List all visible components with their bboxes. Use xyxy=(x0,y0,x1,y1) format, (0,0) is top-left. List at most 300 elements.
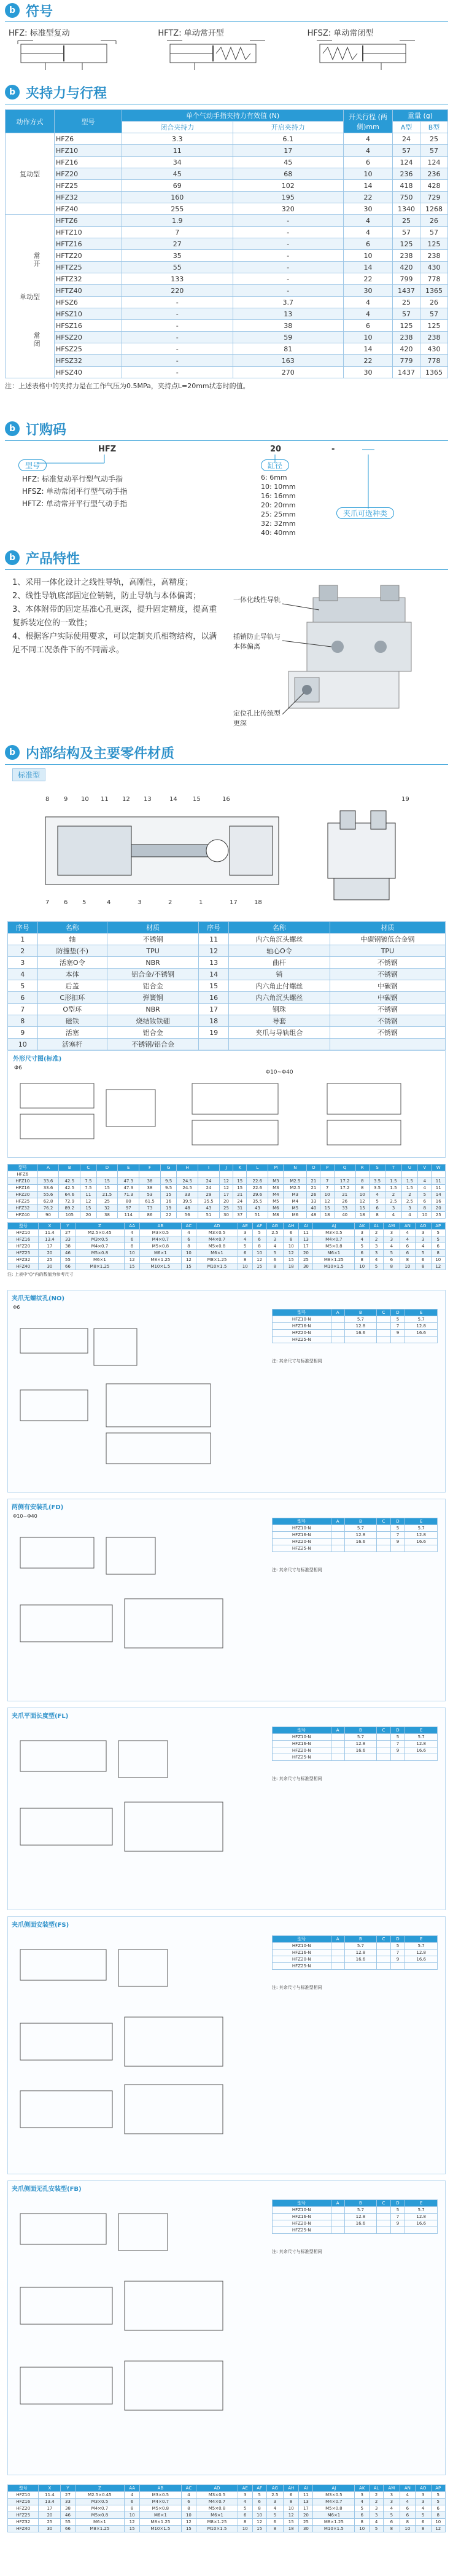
dim-th: A xyxy=(37,1165,59,1171)
small-cell: HFZ20-N xyxy=(273,2220,331,2227)
dim-cell: M10×1.5 xyxy=(140,2526,182,2532)
force-row xyxy=(6,192,448,203)
svg-text:15: 15 xyxy=(193,796,201,803)
force-cell: 195 xyxy=(233,192,344,203)
dim-cell: 4 xyxy=(181,2492,196,2499)
small-cell: 5.7 xyxy=(405,1316,438,1323)
dim-cell xyxy=(284,1171,307,1178)
force-cell: 3.7 xyxy=(233,297,344,308)
dim-cell: M8 xyxy=(268,1212,284,1219)
dim-cell: 5 xyxy=(415,2512,431,2519)
force-cell: - xyxy=(122,297,233,308)
dim-th: L xyxy=(247,1165,268,1171)
small-cell xyxy=(377,1754,390,1761)
material-cell xyxy=(228,1039,330,1050)
dim-cell: 15 xyxy=(96,1185,118,1192)
small-row xyxy=(273,1956,438,1963)
small-cell xyxy=(331,2227,344,2234)
force-cell: 1365 xyxy=(420,285,448,297)
option-fs-panel xyxy=(7,1916,446,2174)
small-th: B xyxy=(344,1936,377,1943)
dim-cell: M4 xyxy=(284,1198,307,1205)
dim-cell: 26 xyxy=(307,1192,320,1198)
force-row xyxy=(6,285,448,297)
small-cell: 7 xyxy=(390,1950,405,1956)
dim-cell xyxy=(432,1171,446,1178)
small-row xyxy=(273,1950,438,1956)
dim-cell xyxy=(219,1171,233,1178)
dim-cell: 4 xyxy=(370,1257,384,1263)
force-cell: 10 xyxy=(344,250,393,262)
force-row xyxy=(6,227,448,238)
dim-th: AG xyxy=(266,2485,283,2492)
force-cell: 57 xyxy=(420,227,448,238)
dim-th: W xyxy=(432,1165,446,1171)
small-cell xyxy=(331,1754,344,1761)
dim-cell: 62.8 xyxy=(37,1198,59,1205)
dim-cell: M6×1 xyxy=(313,1250,355,1257)
force-cell: 125 xyxy=(420,320,448,332)
dim-cell: 30 xyxy=(39,1263,61,1270)
small-cell: HFZ25-N xyxy=(273,1963,331,1970)
force-cell: 6 xyxy=(344,238,393,250)
small-cell xyxy=(377,1950,390,1956)
dim-cell: 76.2 xyxy=(37,1205,59,1212)
small-cell: HFZ16-N xyxy=(273,1323,331,1330)
dim-row xyxy=(8,2519,446,2526)
dim-th: AD xyxy=(196,1223,238,1230)
small-cell: 16.6 xyxy=(344,2220,377,2227)
dim-cell: 3 xyxy=(401,1205,417,1212)
dim-cell: HFZ20 xyxy=(8,2505,39,2512)
order-model-item: HFZ: 标准复动平行型气动手指 xyxy=(22,475,123,483)
force-cell: 57 xyxy=(393,308,420,320)
force-cell: HFZ25 xyxy=(55,180,122,192)
force-cell: 236 xyxy=(393,168,420,180)
dim-cell: 4 xyxy=(400,2492,415,2499)
dim-cell: 20 xyxy=(39,2512,61,2519)
small-cell: 16.6 xyxy=(344,1747,377,1754)
dim-cell: 64.6 xyxy=(59,1192,80,1198)
dim-cell: 3 xyxy=(370,1250,384,1257)
dim-cell: M4×0.7 xyxy=(75,2505,125,2512)
force-cell: 45 xyxy=(233,157,344,168)
dim-cell: M4×0.7 xyxy=(196,2499,238,2505)
force-cell: 25 xyxy=(393,297,420,308)
material-cell: 17 xyxy=(199,1004,229,1015)
small-cell xyxy=(377,2214,390,2220)
dim-cell: 33 xyxy=(177,1192,198,1198)
dim-cell: M8×1.25 xyxy=(140,2519,182,2526)
dim-cell: M2.5×0.45 xyxy=(75,1230,125,1236)
dim-th: F xyxy=(139,1165,161,1171)
material-cell: 9 xyxy=(8,1027,38,1039)
force-cell: 1268 xyxy=(420,203,448,215)
force-cell: 1340 xyxy=(393,203,420,215)
dim-row xyxy=(8,1198,446,1205)
dim-cell: 24.5 xyxy=(177,1185,198,1192)
force-cell: 3.3 xyxy=(122,133,233,145)
force-cell: 22 xyxy=(344,273,393,285)
dim-th: N xyxy=(284,1165,307,1171)
dim-th: AB xyxy=(140,2485,182,2492)
dim-cell: 6 xyxy=(238,1250,252,1257)
dim-cell: 46 xyxy=(61,1250,75,1257)
dim-cell: 6 xyxy=(400,1250,415,1257)
dim-cell: 32 xyxy=(96,1205,118,1212)
force-cell: HFTZ40 xyxy=(55,285,122,297)
option-fb-table xyxy=(272,2199,438,2234)
small-cell: HFZ20-N xyxy=(273,1747,331,1754)
dim-cell: 14 xyxy=(432,1192,446,1198)
dim-cell: 31 xyxy=(233,1205,247,1212)
dim-cell: 4 xyxy=(401,1212,417,1219)
dim-cell: M10×1.5 xyxy=(313,1263,355,1270)
dim-cell: M8×1.25 xyxy=(75,1263,125,1270)
small-table-header xyxy=(273,1727,438,1734)
dim-th: K xyxy=(233,1165,247,1171)
force-cell: - xyxy=(122,343,233,355)
dim-cell: 29.6 xyxy=(247,1192,268,1198)
dims-drawing-top xyxy=(8,1071,444,1157)
force-cell: 1437 xyxy=(393,367,420,378)
option-no-panel xyxy=(7,1290,446,1493)
dim-cell xyxy=(37,1171,59,1178)
small-cell xyxy=(344,1754,377,1761)
small-th: D xyxy=(390,1309,405,1316)
dim-cell: 6 xyxy=(415,2519,431,2526)
dim-cell: 6 xyxy=(400,2505,415,2512)
dim-cell: 4 xyxy=(355,2499,370,2505)
small-cell xyxy=(390,1963,405,1970)
small-row xyxy=(273,1323,438,1330)
dim-cell: 15 xyxy=(252,2526,266,2532)
dim-cell: 12 xyxy=(284,2512,299,2519)
dim-cell xyxy=(355,1171,369,1178)
dim-cell: 40 xyxy=(334,1212,355,1219)
dim-cell: 6 xyxy=(181,2499,196,2505)
dim-cell: 3 xyxy=(370,2505,384,2512)
dim-cell: 8 xyxy=(238,2519,252,2526)
small-cell: 16.6 xyxy=(405,1956,438,1963)
dim-cell: 114 xyxy=(118,1212,139,1219)
dim-cell: 6 xyxy=(369,1205,385,1212)
force-cell: HFZ40 xyxy=(55,203,122,215)
force-row xyxy=(6,238,448,250)
dim-th: 型号 xyxy=(8,2485,39,2492)
dim-cell: 10 xyxy=(431,1257,445,1263)
dim-cell: 72.9 xyxy=(59,1198,80,1205)
dim-cell: 33 xyxy=(307,1198,320,1205)
small-row xyxy=(273,2214,438,2220)
dim-row xyxy=(8,1243,446,1250)
dim-row xyxy=(8,1250,446,1257)
svg-text:8: 8 xyxy=(45,796,50,803)
features-list xyxy=(0,576,221,657)
dim-cell: 25 xyxy=(39,2519,61,2526)
force-cell: 320 xyxy=(233,203,344,215)
dim-cell: 5 xyxy=(355,1243,370,1250)
force-cell: HFSZ6 xyxy=(55,297,122,308)
force-cell: 238 xyxy=(420,250,448,262)
dim-th: AE xyxy=(238,2485,252,2492)
force-row xyxy=(6,203,448,215)
small-row xyxy=(273,1316,438,1323)
material-cell: 销 xyxy=(228,969,330,980)
dim-cell: 66 xyxy=(61,2526,75,2532)
dim-cell: 2.5 xyxy=(266,1230,283,1236)
force-cell: 14 xyxy=(344,262,393,273)
dim-cell: 6 xyxy=(266,1257,283,1263)
dim-cell: 1.5 xyxy=(385,1185,401,1192)
force-note: 注：上述表格中的夹持力是在工作气压为0.5MPa，夹持点L=20mm状态时的值。 xyxy=(5,382,250,390)
option-fb-panel xyxy=(7,2180,446,2475)
small-cell: 16.6 xyxy=(344,1956,377,1963)
structure-title: 内部结构及主要零件材质 xyxy=(26,746,175,762)
small-cell xyxy=(377,1963,390,1970)
dim-cell: HFZ20 xyxy=(8,1192,38,1198)
small-row xyxy=(273,2207,438,2214)
dim-th: X xyxy=(39,1223,61,1230)
dim-cell xyxy=(177,1171,198,1178)
small-cell xyxy=(331,1330,344,1337)
small-th: E xyxy=(405,1518,438,1525)
dim-cell: 12 xyxy=(219,1178,233,1185)
dim-cell: 43 xyxy=(198,1205,220,1212)
small-cell xyxy=(331,1545,344,1552)
force-cell: 25 xyxy=(420,133,448,145)
material-row xyxy=(8,957,446,969)
dim-cell: 12 xyxy=(431,2526,445,2532)
dim-cell: M8×1.25 xyxy=(75,2526,125,2532)
force-row xyxy=(6,273,448,285)
order-bore-code: 20 xyxy=(270,445,282,454)
dim-th: V xyxy=(418,1165,432,1171)
dim-cell: M6 xyxy=(284,1212,307,1219)
dim-cell: 10 xyxy=(284,2505,299,2512)
option-fl-note: 注: 其余尺寸与标准型相同 xyxy=(272,1776,322,1781)
force-cell: 255 xyxy=(122,203,233,215)
small-cell xyxy=(377,1539,390,1545)
dim-cell: 27 xyxy=(61,2492,75,2499)
dim-cell: 17 xyxy=(39,2505,61,2512)
dim-cell: 10 xyxy=(125,1250,140,1257)
dim-cell: 35.5 xyxy=(198,1198,220,1205)
dim-cell: 25 xyxy=(432,1212,446,1219)
material-th: 材质 xyxy=(330,922,445,934)
small-cell xyxy=(377,1330,390,1337)
dim-cell: 19 xyxy=(160,1205,176,1212)
dim-cell: 15 xyxy=(252,1263,266,1270)
dim-cell: HFZ25 xyxy=(8,2512,39,2519)
small-cell: HFZ16-N xyxy=(273,1950,331,1956)
dim-cell: 3 xyxy=(355,1230,370,1236)
dim-cell: 12 xyxy=(125,2519,140,2526)
dim-cell: M3 xyxy=(284,1192,307,1198)
dim-cell: 6 xyxy=(252,1236,266,1243)
dim-cell: 3.5 xyxy=(369,1178,385,1185)
dim-cell: 6 xyxy=(266,2519,283,2526)
small-cell: 5 xyxy=(390,2207,405,2214)
force-cell: - xyxy=(233,250,344,262)
dim-cell: 17 xyxy=(219,1192,233,1198)
dim-cell: 17 xyxy=(299,1243,313,1250)
option-no-drawing xyxy=(8,1310,254,1482)
dim-cell: 66 xyxy=(61,1263,75,1270)
dim-cell: 3 xyxy=(355,2492,370,2499)
small-cell: HFZ20-N xyxy=(273,1539,331,1545)
dim-cell: 8 xyxy=(418,1205,432,1212)
small-cell: 5.7 xyxy=(405,2207,438,2214)
force-cell: 69 xyxy=(122,180,233,192)
dim-cell: 38 xyxy=(61,1243,75,1250)
dim-cell: 30 xyxy=(219,1212,233,1219)
dim-cell: M5×0.8 xyxy=(140,1243,182,1250)
svg-text:1: 1 xyxy=(199,899,203,906)
force-cell: 133 xyxy=(122,273,233,285)
dim-cell: 97 xyxy=(118,1205,139,1212)
dim-cell: M6×1 xyxy=(75,2519,125,2526)
order-bore-list xyxy=(261,473,296,537)
small-cell: 5 xyxy=(390,1316,405,1323)
material-cell: 活塞杆 xyxy=(37,1039,107,1050)
small-th: 型号 xyxy=(273,2200,331,2207)
force-cell: 30 xyxy=(344,203,393,215)
force-header xyxy=(0,83,453,101)
dim-cell: 10 xyxy=(125,2512,140,2519)
force-cell: HFSZ20 xyxy=(55,332,122,343)
force-cell: 125 xyxy=(420,238,448,250)
order-header xyxy=(0,420,453,438)
dim-cell: 25 xyxy=(96,1198,118,1205)
small-cell: 12.8 xyxy=(405,1532,438,1539)
material-cell: 夹爪与导轨组合 xyxy=(228,1027,330,1039)
dim-cell: 13 xyxy=(299,1236,313,1243)
force-cell: 7 xyxy=(122,227,233,238)
force-cell: 779 xyxy=(393,355,420,367)
dim-th: AJ xyxy=(313,1223,355,1230)
dim-cell: 9.5 xyxy=(160,1185,176,1192)
dim-cell: 10 xyxy=(400,2526,415,2532)
option-fd-title: 两侧有安装孔(FD) xyxy=(12,1504,64,1511)
dims-table-1-header xyxy=(8,1165,446,1171)
dim-cell: 33 xyxy=(334,1205,355,1212)
dim-cell: 6 xyxy=(125,1236,140,1243)
order-model-chip: 型号 xyxy=(18,459,47,471)
force-cell: 14 xyxy=(344,180,393,192)
force-row xyxy=(6,133,448,145)
dim-cell: 12 xyxy=(181,2519,196,2526)
dim-cell: 5 xyxy=(431,2499,445,2505)
force-cell: 4 xyxy=(344,227,393,238)
dim-cell: M3×0.5 xyxy=(196,1230,238,1236)
dim-cell: 42.5 xyxy=(59,1178,80,1185)
dim-cell: 48 xyxy=(307,1212,320,1219)
material-cell: 14 xyxy=(199,969,229,980)
small-cell xyxy=(331,1323,344,1330)
small-cell: 9 xyxy=(390,1747,405,1754)
dim-cell: 4 xyxy=(415,2505,431,2512)
features-header xyxy=(0,548,453,567)
force-cell: 418 xyxy=(393,180,420,192)
dim-cell: 5 xyxy=(238,1243,252,1250)
small-th: 型号 xyxy=(273,1936,331,1943)
small-th: C xyxy=(377,2200,390,2207)
dim-th: AL xyxy=(370,2485,384,2492)
dim-cell: HFZ32 xyxy=(8,1257,39,1263)
order-bore-chip: 缸径 xyxy=(261,459,289,471)
dim-cell xyxy=(139,1171,161,1178)
dim-cell: M3×0.5 xyxy=(75,1236,125,1243)
svg-text:10: 10 xyxy=(81,796,89,803)
small-cell: HFZ10-N xyxy=(273,1734,331,1741)
dim-th: D xyxy=(96,1165,118,1171)
dim-cell: 10 xyxy=(431,2519,445,2526)
symbols-header xyxy=(0,0,453,18)
small-cell: HFZ25-N xyxy=(273,1337,331,1343)
dim-cell: 4 xyxy=(266,2505,283,2512)
force-cell: HFSZ32 xyxy=(55,355,122,367)
material-cell: NBR xyxy=(107,957,198,969)
material-cell: 3 xyxy=(8,957,38,969)
small-cell xyxy=(344,1337,377,1343)
small-table-body xyxy=(273,1316,438,1343)
dim-cell: HFZ25 xyxy=(8,1198,38,1205)
force-cell: HFSZ10 xyxy=(55,308,122,320)
material-cell: 铝合金 xyxy=(107,980,198,992)
dim-row xyxy=(8,1192,446,1198)
dim-cell: 8 xyxy=(252,2505,266,2512)
dim-th: AM xyxy=(383,1223,400,1230)
dim-cell: 51 xyxy=(198,1212,220,1219)
force-cell: HFTZ20 xyxy=(55,250,122,262)
dim-cell: 5 xyxy=(431,2492,445,2499)
material-cell: 16 xyxy=(199,992,229,1004)
small-th: B xyxy=(344,1518,377,1525)
material-th: 材质 xyxy=(107,922,198,934)
option-fb-title: 夹爪侧面无孔安装型(FB) xyxy=(12,2186,82,2193)
material-cell: 8 xyxy=(8,1015,38,1027)
dim-cell: 10 xyxy=(238,1263,252,1270)
option-fd-label: Φ10~Φ40 xyxy=(13,1513,37,1519)
small-cell xyxy=(331,2207,344,2214)
dim-cell: 15 xyxy=(284,2519,299,2526)
force-group-single: 单动型 常开 常闭 xyxy=(6,215,55,378)
dim-cell xyxy=(320,1171,334,1178)
material-cell: 导套 xyxy=(228,1015,330,1027)
small-cell: 5.7 xyxy=(344,1943,377,1950)
force-cell: HFSZ25 xyxy=(55,343,122,355)
dim-cell: 8 xyxy=(383,1263,400,1270)
dim-cell: 2.5 xyxy=(266,2492,283,2499)
dim-cell: 38 xyxy=(139,1178,161,1185)
dim-cell: 11 xyxy=(299,2492,313,2499)
dim-cell: 3 xyxy=(383,2492,400,2499)
symbol-hftz-diagram xyxy=(158,38,281,75)
small-th: B xyxy=(344,1727,377,1734)
dim-row xyxy=(8,1205,446,1212)
dim-cell xyxy=(233,1171,247,1178)
dim-cell: HFZ32 xyxy=(8,2519,39,2526)
dim-row xyxy=(8,1212,446,1219)
order-bore-item: 20: 20mm xyxy=(261,501,296,509)
dim-cell: 6 xyxy=(415,1257,431,1263)
dim-cell: M5 xyxy=(268,1198,284,1205)
dims-table-1 xyxy=(7,1164,446,1219)
dim-th: AP xyxy=(431,2485,445,2492)
material-cell: 10 xyxy=(8,1039,38,1050)
material-cell: 轴 xyxy=(37,934,107,945)
